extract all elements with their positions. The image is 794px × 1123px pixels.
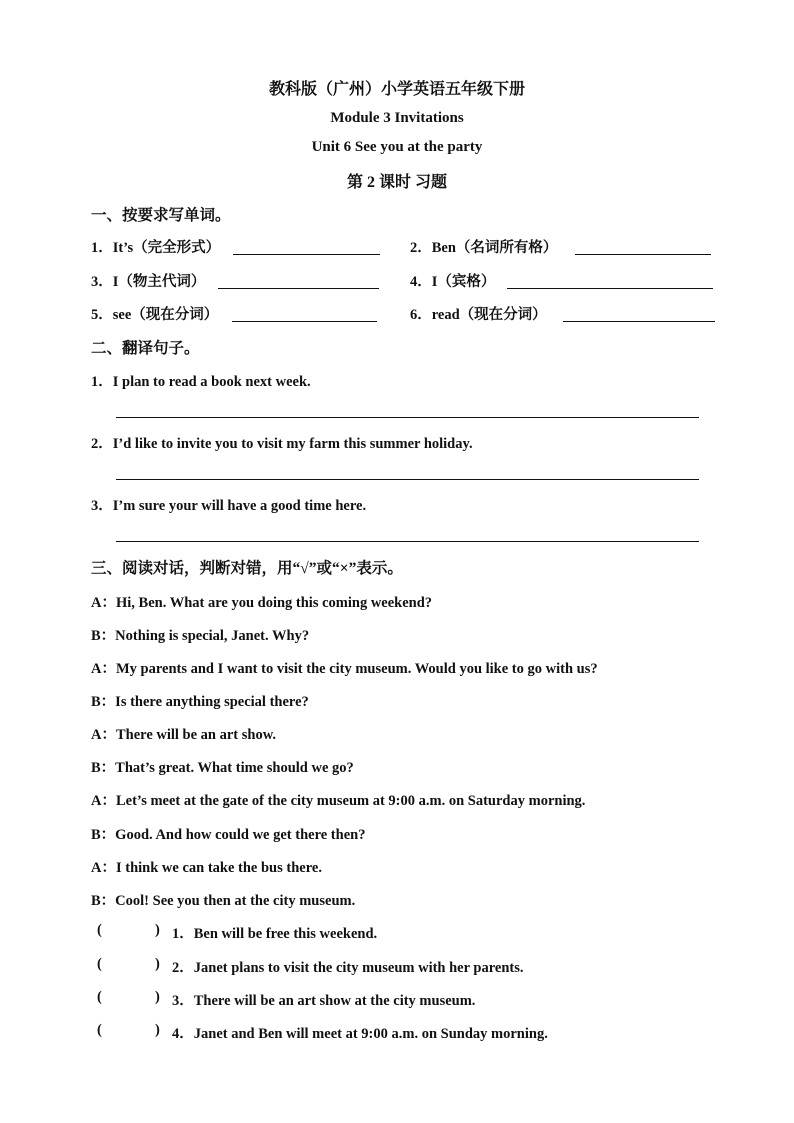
dialogue-line: B：Nothing is special, Janet. Why? xyxy=(91,628,310,644)
sentence-item: 1．I plan to read a book next week. xyxy=(91,374,311,390)
dialogue-line: A：There will be an art show. xyxy=(91,727,277,743)
answer-blank[interactable] xyxy=(232,321,377,322)
dialogue-line: B：Good. And how could we get there then? xyxy=(91,827,366,843)
answer-blank[interactable] xyxy=(233,254,380,255)
judgment-statement: 1．Ben will be free this weekend. xyxy=(172,926,378,942)
answer-blank[interactable] xyxy=(218,288,379,289)
translation-line[interactable] xyxy=(116,541,699,542)
translation-line[interactable] xyxy=(116,479,699,480)
translation-line[interactable] xyxy=(116,417,699,418)
answer-blank[interactable] xyxy=(575,254,711,255)
sentence-item: 2．I’d like to invite you to visit my farm this summer holiday. xyxy=(91,436,473,452)
dialogue-line: B：Cool! See you then at the city museum. xyxy=(91,893,356,909)
section3-heading: 三、阅读对话，判断对错，用“√”或“×”表示。 xyxy=(91,560,403,577)
answer-blank[interactable] xyxy=(507,288,713,289)
word-item: 4．I（宾格） xyxy=(410,274,496,290)
judgment-statement: 4．Janet and Ben will meet at 9:00 a.m. on Sunday morning. xyxy=(172,1026,548,1042)
dialogue-line: A：I think we can take the bus there. xyxy=(91,860,322,876)
word-item: 3．I（物主代词） xyxy=(91,274,206,290)
lesson-title: 第 2 课时 习题 xyxy=(346,174,447,191)
dialogue-line: B：Is there anything special there? xyxy=(91,694,309,710)
answer-blank[interactable] xyxy=(563,321,715,322)
judgment-statement: 2．Janet plans to visit the city museum with her parents. xyxy=(172,960,524,976)
unit-title: Unit 6 See you at the party xyxy=(311,139,483,155)
section2-heading: 二、翻译句子。 xyxy=(91,340,200,357)
dialogue-line: B：That’s great. What time should we go? xyxy=(91,760,354,776)
word-item: 5．see（现在分词） xyxy=(91,307,219,323)
judgment-statement: 3．There will be an art show at the city museum. xyxy=(172,993,476,1009)
word-item: 6．read（现在分词） xyxy=(410,307,547,323)
section1-heading: 一、按要求写单词。 xyxy=(91,207,231,224)
word-item: 2．Ben（名词所有格） xyxy=(410,240,558,256)
module-title: Module 3 Invitations xyxy=(330,110,464,126)
dialogue-line: A：Let’s meet at the gate of the city museum at 9:00 a.m. on Saturday morning. xyxy=(91,793,586,809)
worksheet-title: 教科版（广州）小学英语五年级下册 xyxy=(268,81,525,98)
sentence-item: 3．I’m sure your will have a good time here. xyxy=(91,498,367,514)
dialogue-line: A：Hi, Ben. What are you doing this coming weekend? xyxy=(91,595,433,611)
word-item: 1．It’s（完全形式） xyxy=(91,240,221,256)
dialogue-line: A：My parents and I want to visit the city museum. Would you like to go with us? xyxy=(91,661,598,677)
